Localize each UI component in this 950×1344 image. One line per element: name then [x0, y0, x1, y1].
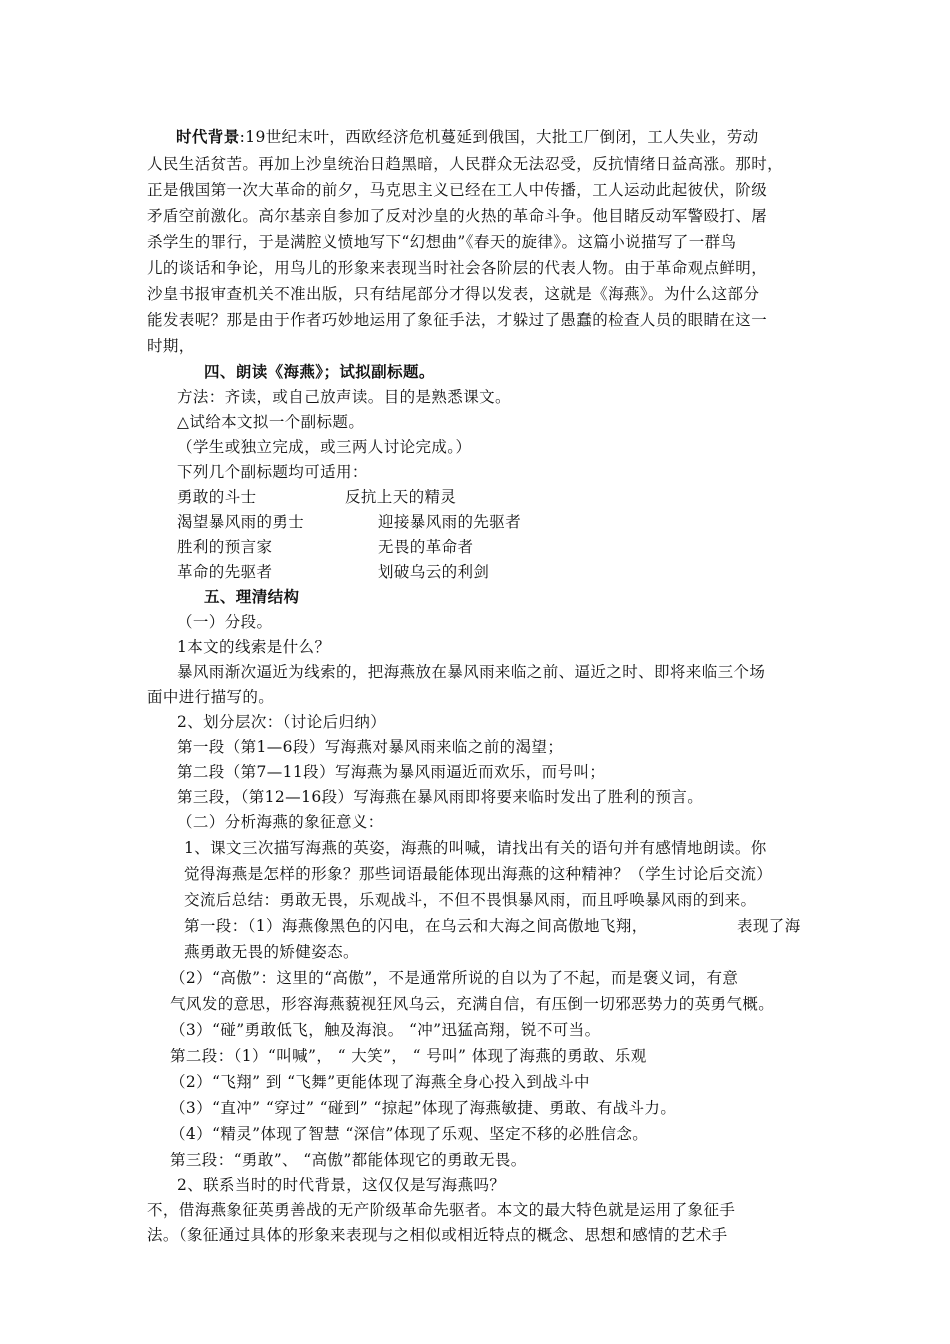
section5-p2-line1: （2）“高傲”：这里的“高傲”，不是通常所说的自以为了不起，而是褒义词，有意	[170, 969, 739, 987]
section5-p6: （3）“直冲” “穿过” “碰到” “掠起”体现了海燕敏捷、勇敢、有战斗力。	[170, 1099, 677, 1117]
section5-summary: 交流后总结：勇敢无畏，乐观战斗，不但不畏惧暴风雨，而且呼唤暴风雨的到来。	[184, 891, 757, 909]
section5-p8: 第三段：“勇敢”、 “高傲”都能体现它的勇敢无畏。	[170, 1151, 527, 1169]
background-line-2: 人民生活贫苦。再加上沙皇统治日趋黑暗，人民群众无法忍受，反抗情绪日益高涨。那时，	[147, 155, 784, 173]
subtitle-item: 渴望暴风雨的勇士	[177, 513, 305, 531]
section5-q1: 1本文的线索是什么？	[177, 638, 331, 656]
subtitle-item: 胜利的预言家	[177, 538, 273, 556]
background-line-1: 时代背景:19世纪末叶，西欧经济危机蔓延到俄国，大批工厂倒闭，工人失业，劳动	[176, 127, 759, 146]
background-line-5: 杀学生的罪行，于是满腔义愤地写下“幻想曲”《春天的旋律》。这篇小说描写了一群鸟	[147, 233, 737, 251]
section5-a4-line1: 不，借海燕象征英勇善战的无产阶级革命先驱者。本文的最大特色就是运用了象征手	[147, 1201, 736, 1219]
background-line-8: 能发表呢？那是由于作者巧妙地运用了象征手法，才躲过了愚蠢的检查人员的眼睛在这一	[147, 311, 768, 329]
section5-a1-line1: 暴风雨渐次逼近为线索的，把海燕放在暴风雨来临之前、逼近之时、即将来临三个场	[177, 663, 766, 681]
subtitle-item: 反抗上天的精灵	[345, 488, 457, 506]
section5-p1-line1a: 第一段：（1）海燕像黑色的闪电，在乌云和大海之间高傲地飞翔，	[184, 917, 648, 935]
section4-method: 方法：齐读，或自己放声读。目的是熟悉课文。	[177, 388, 511, 406]
section4-heading: 四、朗读《海燕》；试拟副标题。	[204, 362, 435, 381]
background-line-6: 儿的谈话和争论，用鸟儿的形象来表现当时社会各阶层的代表人物。由于革命观点鲜明，	[147, 259, 768, 277]
section4-task: △试给本文拟一个副标题。	[177, 413, 365, 431]
section5-p3: （3）“碰”勇敢低飞，触及海浪。 “冲”迅猛高翔，锐不可当。	[170, 1021, 601, 1039]
section5-q3-line1: 1、课文三次描写海燕的英姿，海燕的叫喊，请找出有关的语句并有感情地朗读。你	[184, 839, 767, 857]
background-line-4: 矛盾空前激化。高尔基亲自参加了反对沙皇的火热的革命斗争。他目睹反动军警殴打、屠	[147, 207, 768, 225]
section5-p1-line2: 燕勇敢无畏的矫健姿态。	[184, 943, 359, 961]
section5-part1: （一）分段。	[177, 613, 273, 631]
section5-heading: 五、理清结构	[204, 587, 300, 606]
subtitle-item: 划破乌云的利剑	[378, 563, 490, 581]
section5-p7: （4）“精灵”体现了智慧 “深信”体现了乐观、坚定不移的必胜信念。	[170, 1125, 649, 1143]
subtitle-item: 革命的先驱者	[177, 563, 273, 581]
section5-p1-line1b: 表现了海	[737, 917, 801, 935]
section5-q4: 2、联系当时的时代背景，这仅仅是写海燕吗？	[177, 1176, 506, 1194]
subtitle-item: 无畏的革命者	[378, 538, 474, 556]
background-line-7: 沙皇书报审查机关不准出版，只有结尾部分才得以发表，这就是《海燕》。为什么这部分	[147, 285, 760, 303]
section5-p5: （2）“飞翔” 到 “飞舞”更能体现了海燕全身心投入到战斗中	[170, 1073, 590, 1091]
section5-seg1: 第一段（第1—6段）写海燕对暴风雨来临之前的渴望；	[177, 738, 564, 756]
section4-intro: 下列几个副标题均可适用：	[177, 463, 368, 481]
section5-q2: 2、划分层次：（讨论后归纳）	[177, 713, 387, 731]
section5-seg2: 第二段（第7—11段）写海燕为暴风雨逼近而欢乐，而号叫；	[177, 763, 606, 781]
section5-p2-line2: 气风发的意思，形容海燕藐视狂风乌云，充满自信，有压倒一切邪恶势力的英勇气概。	[170, 995, 775, 1013]
section5-p4: 第二段：（1）“叫喊”， “ 大笑”， “ 号叫” 体现了海燕的勇敢、乐观	[170, 1047, 647, 1065]
background-line-9: 时期，	[147, 337, 195, 355]
section5-a4-line2: 法。（象征通过具体的形象来表现与之相似或相近特点的概念、思想和感情的艺术手	[147, 1226, 728, 1244]
section5-q3-line2: 觉得海燕是怎样的形象？那些词语最能体现出海燕的这种精神？（学生讨论后交流）	[184, 865, 773, 883]
subtitle-item: 勇敢的斗士	[177, 488, 257, 506]
background-label: 时代背景	[176, 127, 240, 146]
section5-a1-line2: 面中进行描写的。	[147, 688, 275, 706]
section5-part2: （二）分析海燕的象征意义：	[177, 813, 384, 831]
background-line-3: 正是俄国第一次大革命的前夕，马克思主义已经在工人中传播，工人运动此起彼伏，阶级	[147, 181, 768, 199]
subtitle-item: 迎接暴风雨的先驱者	[378, 513, 522, 531]
section5-seg3: 第三段，（第12—16段）写海燕在暴风雨即将要来临时发出了胜利的预言。	[177, 788, 704, 806]
section4-note: （学生或独立完成，或三两人讨论完成。）	[177, 438, 472, 456]
